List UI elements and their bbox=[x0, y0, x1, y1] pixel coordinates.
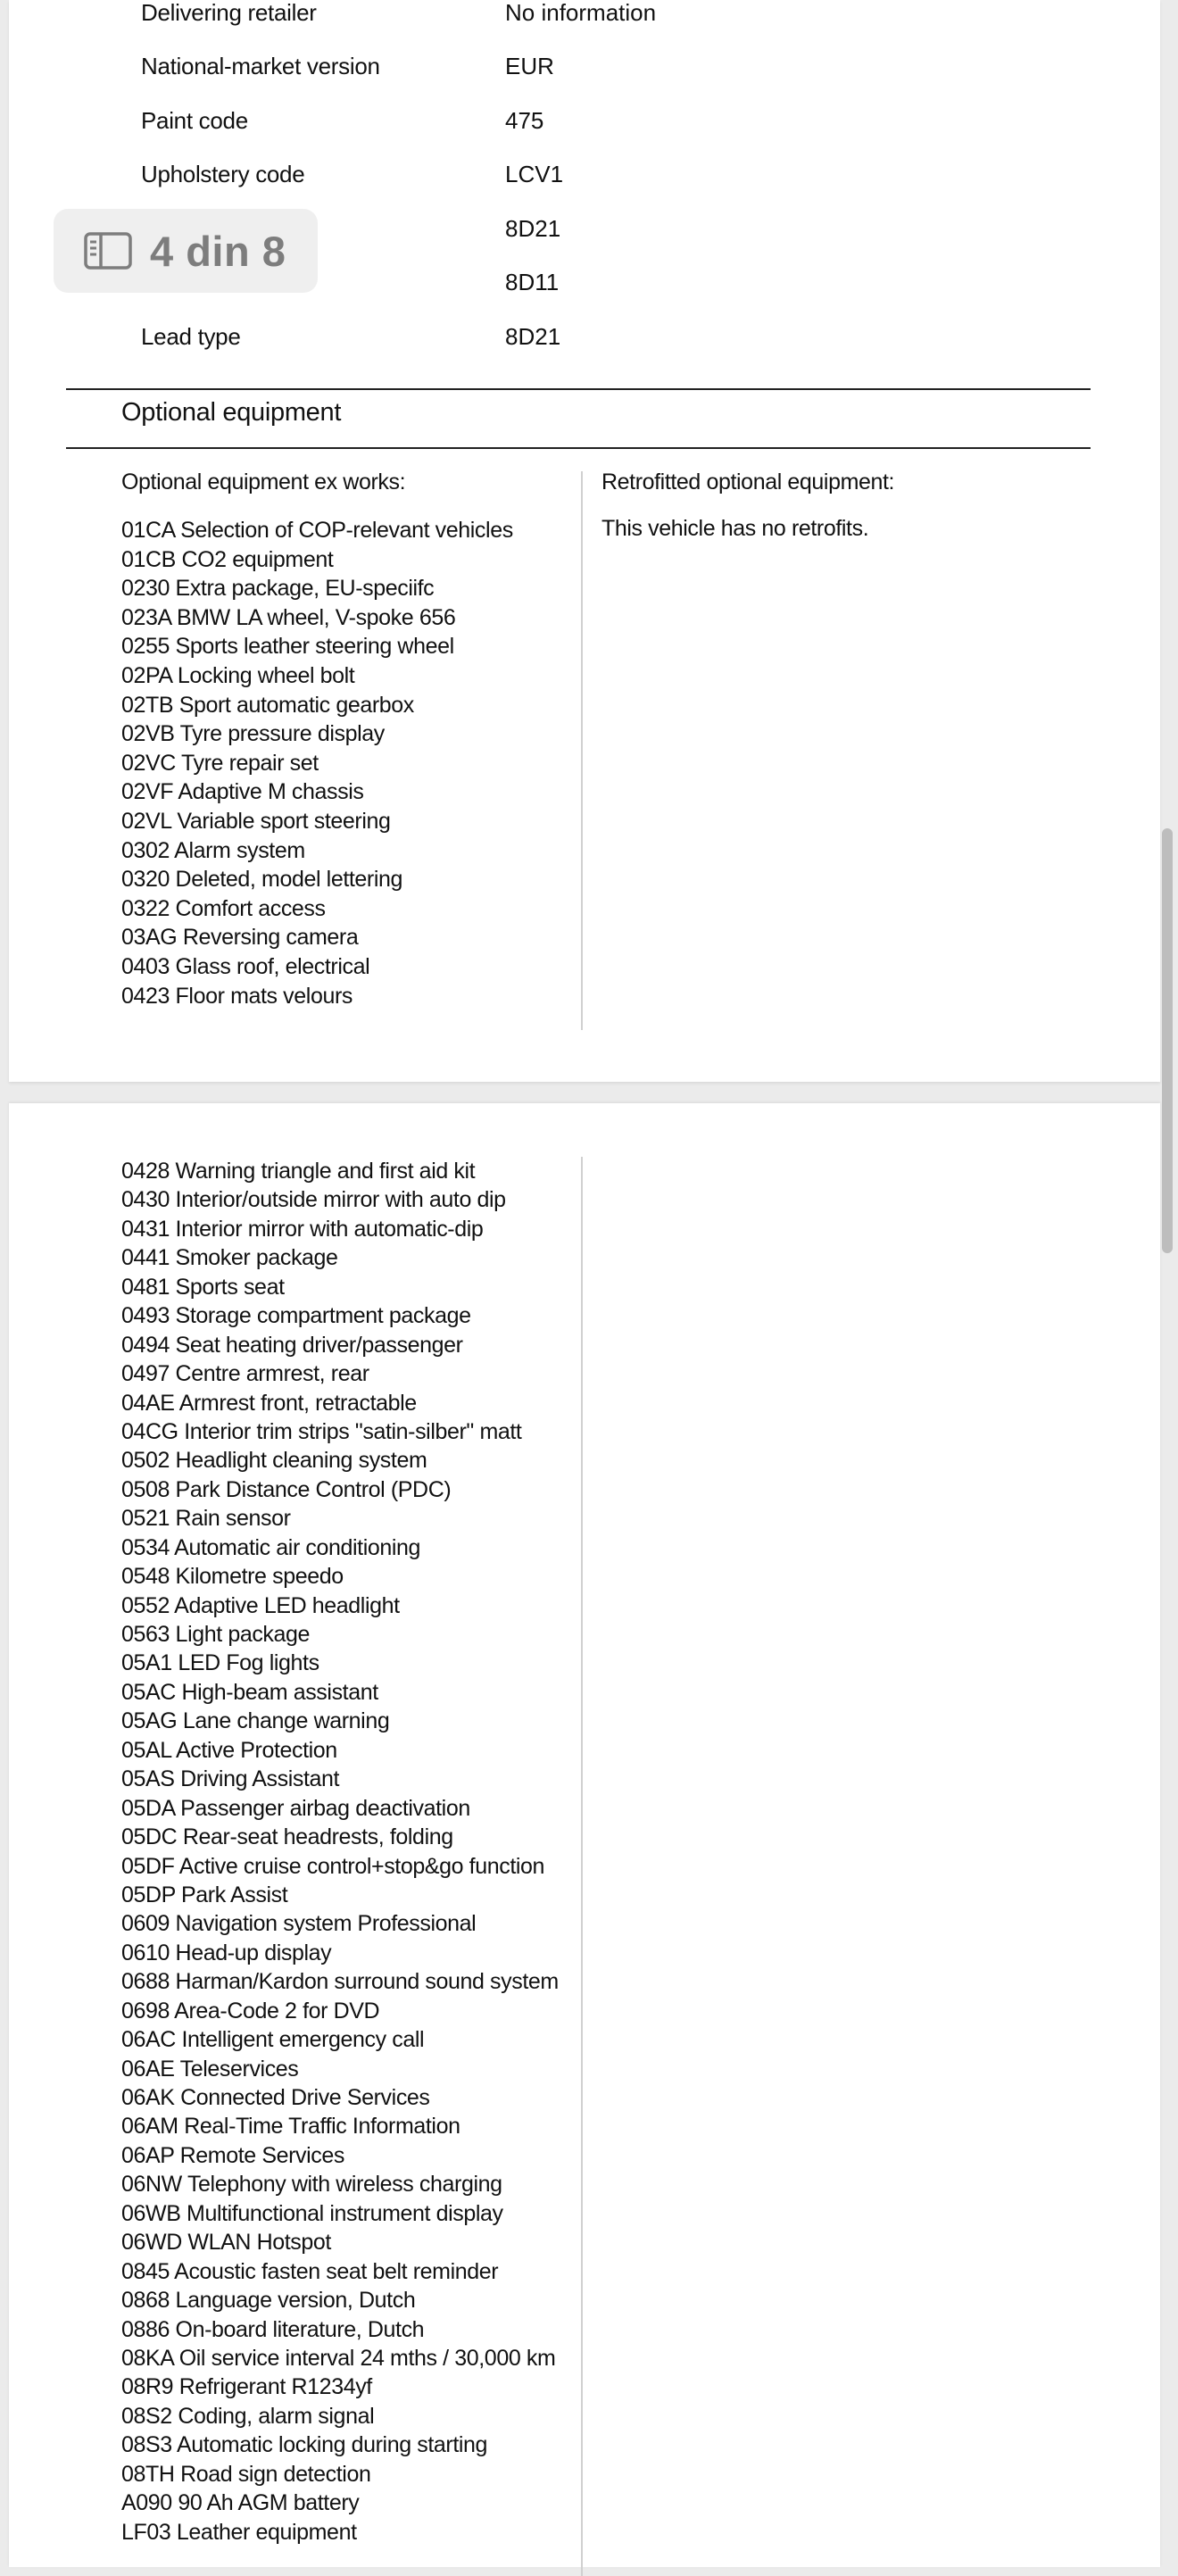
equipment-item: 0552 Adaptive LED headlight bbox=[121, 1592, 400, 1618]
equipment-item: 06AM Real-Time Traffic Information bbox=[121, 2114, 460, 2140]
retrofitted-heading: Retrofitted optional equipment: bbox=[601, 469, 895, 494]
equipment-item: 0688 Harman/Kardon surround sound system bbox=[121, 1969, 559, 1995]
info-row-paint-code bbox=[141, 103, 944, 138]
equipment-item: 04AE Armrest front, retractable bbox=[121, 1390, 417, 1416]
info-value: 475 bbox=[505, 107, 544, 134]
ex-works-equipment-list bbox=[121, 516, 513, 1010]
equipment-item: 06AC Intelligent emergency call bbox=[121, 2027, 425, 2053]
scrollbar-thumb[interactable] bbox=[1162, 828, 1173, 1253]
equipment-item: 06AE Teleservices bbox=[121, 2056, 299, 2082]
equipment-item: 06AP Remote Services bbox=[121, 2142, 344, 2168]
ex-works-heading: Optional equipment ex works: bbox=[121, 469, 406, 494]
equipment-item: 0441 Smoker package bbox=[121, 1245, 338, 1271]
equipment-item: 0403 Glass roof, electrical bbox=[121, 953, 370, 979]
equipment-item: 08S3 Automatic locking during starting bbox=[121, 2432, 488, 2458]
equipment-item: 0255 Sports leather steering wheel bbox=[121, 634, 454, 660]
equipment-item: 06AK Connected Drive Services bbox=[121, 2085, 430, 2110]
equipment-item: 0610 Head-up display bbox=[121, 1940, 332, 1965]
equipment-item: 0534 Automatic air conditioning bbox=[121, 1534, 421, 1560]
equipment-item: 05DA Passenger airbag deactivation bbox=[121, 1795, 470, 1821]
equipment-item: 05A1 LED Fog lights bbox=[121, 1650, 319, 1676]
info-value: 8D11 bbox=[505, 269, 560, 295]
equipment-item: 0493 Storage compartment package bbox=[121, 1303, 471, 1329]
page-indicator-label: 4 din 8 bbox=[150, 227, 286, 275]
equipment-item: 02VF Adaptive M chassis bbox=[121, 779, 364, 805]
equipment-item: 0428 Warning triangle and first aid kit bbox=[121, 1159, 476, 1184]
info-label: Upholstery code bbox=[141, 161, 305, 187]
equipment-item: 0502 Headlight cleaning system bbox=[121, 1448, 427, 1474]
info-row-lead-type bbox=[141, 319, 944, 354]
equipment-item: 0548 Kilometre speedo bbox=[121, 1564, 344, 1590]
equipment-item: 04CG Interior trim strips "satin-silber" matt bbox=[121, 1418, 522, 1444]
info-value: 8D21 bbox=[505, 215, 561, 242]
info-row-national-market-version bbox=[141, 48, 944, 84]
equipment-item: 0431 Interior mirror with automatic-dip bbox=[121, 1216, 484, 1242]
equipment-item: 0230 Extra package, EU-speciifc bbox=[121, 576, 435, 602]
retrofitted-text: This vehicle has no retrofits. bbox=[601, 516, 869, 541]
equipment-item: 0322 Comfort access bbox=[121, 895, 326, 921]
equipment-item: 05DF Active cruise control+stop&go function bbox=[121, 1853, 545, 1879]
equipment-item: 08S2 Coding, alarm signal bbox=[121, 2403, 375, 2429]
document-page-2 bbox=[9, 1103, 1160, 2567]
equipment-item: 0845 Acoustic fasten seat belt reminder bbox=[121, 2258, 499, 2284]
equipment-item: 0521 Rain sensor bbox=[121, 1506, 291, 1532]
equipment-item: 0886 On-board literature, Dutch bbox=[121, 2316, 425, 2342]
info-label: National-market version bbox=[141, 53, 380, 79]
equipment-item: 06WB Multifunctional instrument display bbox=[121, 2200, 503, 2226]
section-title: Optional equipment bbox=[121, 398, 342, 427]
info-value: LCV1 bbox=[505, 161, 564, 187]
equipment-item: 05DP Park Assist bbox=[121, 1882, 288, 1907]
equipment-item: 0423 Floor mats velours bbox=[121, 983, 353, 1009]
equipment-item: 0320 Deleted, model lettering bbox=[121, 867, 402, 893]
equipment-item: 023A BMW LA wheel, V-spoke 656 bbox=[121, 604, 456, 630]
info-row-delivering-retailer bbox=[141, 0, 944, 30]
info-label: Lead type bbox=[141, 323, 241, 350]
equipment-item: 0868 Language version, Dutch bbox=[121, 2288, 416, 2314]
equipment-item: 0494 Seat heating driver/passenger bbox=[121, 1332, 463, 1358]
info-value: No information bbox=[505, 0, 657, 26]
equipment-item: 02TB Sport automatic gearbox bbox=[121, 692, 414, 718]
equipment-item: 02VB Tyre pressure display bbox=[121, 721, 385, 747]
document-page-1 bbox=[9, 0, 1160, 1082]
equipment-item: 08KA Oil service interval 24 mths / 30,000 km bbox=[121, 2345, 556, 2371]
equipment-item: 0563 Light package bbox=[121, 1622, 311, 1647]
equipment-item: 03AG Reversing camera bbox=[121, 925, 359, 951]
column-divider bbox=[581, 471, 583, 1030]
equipment-item: 0430 Interior/outside mirror with auto dip bbox=[121, 1187, 506, 1213]
equipment-item: 05AL Active Protection bbox=[121, 1737, 337, 1763]
page-indicator[interactable] bbox=[54, 209, 318, 293]
equipment-item: 02VC Tyre repair set bbox=[121, 750, 319, 776]
equipment-item: 05DC Rear-seat headrests, folding bbox=[121, 1824, 453, 1850]
equipment-item: 0497 Centre armrest, rear bbox=[121, 1361, 369, 1387]
equipment-item: 0698 Area-Code 2 for DVD bbox=[121, 1998, 380, 2023]
sidebar-pages-icon bbox=[84, 232, 132, 270]
equipment-item: 0302 Alarm system bbox=[121, 837, 305, 863]
info-label: Paint code bbox=[141, 107, 248, 134]
equipment-item: 0481 Sports seat bbox=[121, 1274, 285, 1300]
equipment-item: 02VL Variable sport steering bbox=[121, 808, 391, 834]
equipment-item: 06WD WLAN Hotspot bbox=[121, 2230, 331, 2256]
equipment-item: 01CA Selection of COP-relevant vehicles bbox=[121, 518, 513, 543]
equipment-item: 0508 Park Distance Control (PDC) bbox=[121, 1476, 452, 1502]
equipment-item: 08TH Road sign detection bbox=[121, 2461, 371, 2487]
equipment-item: 05AG Lane change warning bbox=[121, 1708, 390, 1734]
info-value: 8D21 bbox=[505, 323, 561, 350]
info-row-upholstery-code bbox=[141, 156, 944, 192]
equipment-item: 02PA Locking wheel bolt bbox=[121, 662, 355, 688]
section-bottom-rule bbox=[66, 447, 1091, 449]
equipment-item: A090 90 Ah AGM battery bbox=[121, 2490, 360, 2516]
equipment-item: 0609 Navigation system Professional bbox=[121, 1911, 477, 1937]
equipment-item: 01CB CO2 equipment bbox=[121, 546, 334, 572]
info-value: EUR bbox=[505, 53, 554, 79]
info-label: Delivering retailer bbox=[141, 0, 317, 26]
section-top-rule bbox=[66, 388, 1091, 390]
equipment-item: 05AC High-beam assistant bbox=[121, 1679, 378, 1705]
column-divider bbox=[581, 1157, 583, 2576]
equipment-item: 05AS Driving Assistant bbox=[121, 1766, 340, 1792]
ex-works-equipment-list-continued bbox=[121, 1157, 559, 2547]
equipment-item: 06NW Telephony with wireless charging bbox=[121, 2172, 502, 2198]
equipment-item: LF03 Leather equipment bbox=[121, 2519, 357, 2545]
equipment-item: 08R9 Refrigerant R1234yf bbox=[121, 2374, 372, 2400]
